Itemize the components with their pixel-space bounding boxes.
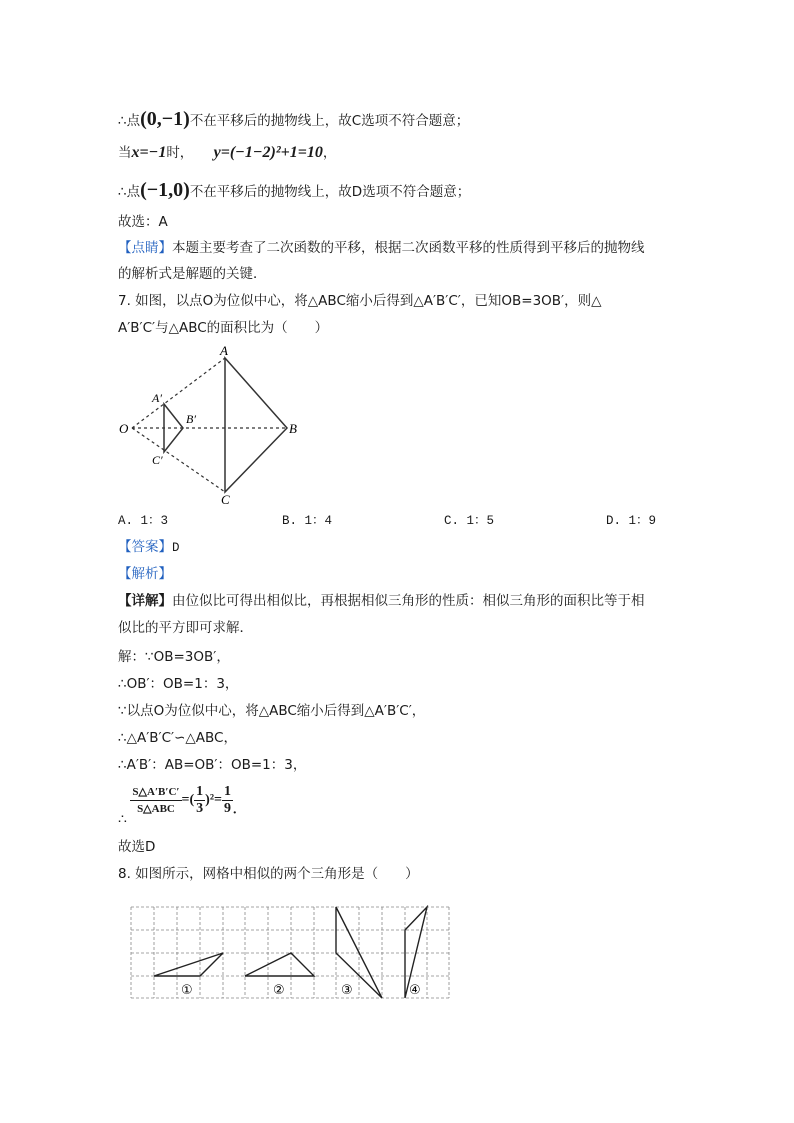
triangle-2 (245, 953, 314, 976)
line-c-option (118, 110, 469, 130)
answer-value: D (172, 541, 180, 555)
label-a: A (220, 343, 228, 358)
solution-5: ∴A′B′：AB=OB′：OB=1：3， (118, 757, 307, 773)
question-7-line-1: 7. 如图，以点O为位似中心，将△ABC缩小后得到△A′B′C′，已知OB=3OB′，则△ (118, 293, 602, 309)
dash-oc (132, 428, 225, 492)
line-d-rest: 不在平移后的抛物线上，故D选项不符合题意； (189, 184, 471, 200)
when-text: 当 (118, 145, 132, 161)
label-o: O (119, 421, 129, 436)
detail-line-2: 似比的平方即可求解． (118, 620, 253, 636)
answer-tag: 【答案】 (118, 539, 172, 555)
dashed-grid (131, 907, 449, 998)
solution-end: 故选D (118, 839, 156, 855)
shi-text: 时， (166, 145, 194, 161)
dianjing-line (118, 239, 645, 257)
option-a: A. 1：3 (118, 514, 169, 528)
therefore-text-2: ∴点 (118, 184, 141, 200)
label-circle-2: ② (273, 983, 285, 998)
label-circle-3: ③ (341, 983, 353, 998)
option-c: C. 1：5 (444, 514, 495, 528)
solution-3: ∵以点O为位似中心，将△ABC缩小后得到△A′B′C′， (118, 703, 426, 719)
line-c-rest: 不在平移后的抛物线上，故C选项不符合题意； (189, 113, 470, 129)
equals-paren: =( (181, 792, 195, 808)
line-when-x (118, 144, 336, 162)
similarity-figure (112, 340, 312, 505)
solution-1: 解：∵OB=3OB′， (118, 649, 230, 665)
fraction-end: . (233, 802, 237, 818)
dash-oa (132, 358, 225, 428)
area-denominator: S△ABC (137, 803, 175, 815)
grid-triangles-figure (128, 905, 454, 1001)
dianjing-line-2: 的解析式是解题的关键． (118, 266, 267, 282)
triangle-abc (225, 358, 287, 492)
label-c-prime: C′ (152, 453, 163, 467)
therefore-symbol: ∴ (118, 812, 127, 828)
answer-line (118, 538, 180, 557)
detail-tag: 【详解】 (118, 593, 172, 609)
result-fraction (222, 784, 233, 817)
equation-y: y=(−1−2)²+1=10 (213, 144, 323, 161)
solution-2: ∴OB′：OB=1：3， (118, 676, 239, 692)
label-b-prime: B′ (186, 412, 196, 426)
square-equals: )²= (205, 792, 222, 808)
point-0-neg1: (0,−1) (140, 108, 190, 130)
detail-line (118, 592, 645, 610)
therefore-text: ∴点 (118, 113, 141, 129)
result-denominator: 9 (224, 801, 231, 816)
area-fraction (130, 784, 181, 817)
question-7-line-2: A′B′C′与△ABC的面积比为（ ） (118, 320, 329, 336)
analysis-tag: 【解析】 (118, 566, 172, 582)
result-numerator: 1 (224, 784, 231, 799)
dianjing-text: 本题主要考查了二次函数的平移，根据二次函数平移的性质得到平移后的抛物线 (172, 240, 645, 256)
detail-text: 由位似比可得出相似比，再根据相似三角形的性质：相似三角形的面积比等于相 (172, 593, 645, 609)
label-c: C (221, 492, 230, 505)
area-numerator: S△A′B′C′ (130, 784, 181, 801)
solution-4: ∴△A′B′C′∽△ABC， (118, 730, 237, 746)
area-ratio-fraction (118, 784, 237, 829)
label-circle-1: ① (181, 983, 193, 998)
option-b: B. 1：4 (282, 514, 333, 528)
option-d: D. 1：9 (606, 514, 657, 528)
label-b: B (289, 421, 297, 436)
choose-a: 故选：A (118, 214, 168, 230)
comma-text: ， (322, 145, 337, 161)
dianjing-tag: 【点睛】 (118, 240, 172, 256)
label-circle-4: ④ (409, 983, 421, 998)
triangle-1 (154, 953, 223, 976)
label-a-prime: A′ (152, 391, 162, 405)
line-d-option (118, 181, 470, 201)
ratio-numerator: 1 (196, 784, 204, 799)
condition-x: x=−1 (131, 144, 167, 161)
ratio-fraction (194, 784, 205, 817)
point-neg1-0: (−1,0) (140, 179, 190, 201)
ratio-denominator: 3 (196, 801, 204, 816)
question-8: 8. 如图所示，网格中相似的两个三角形是（ ） (118, 866, 419, 882)
